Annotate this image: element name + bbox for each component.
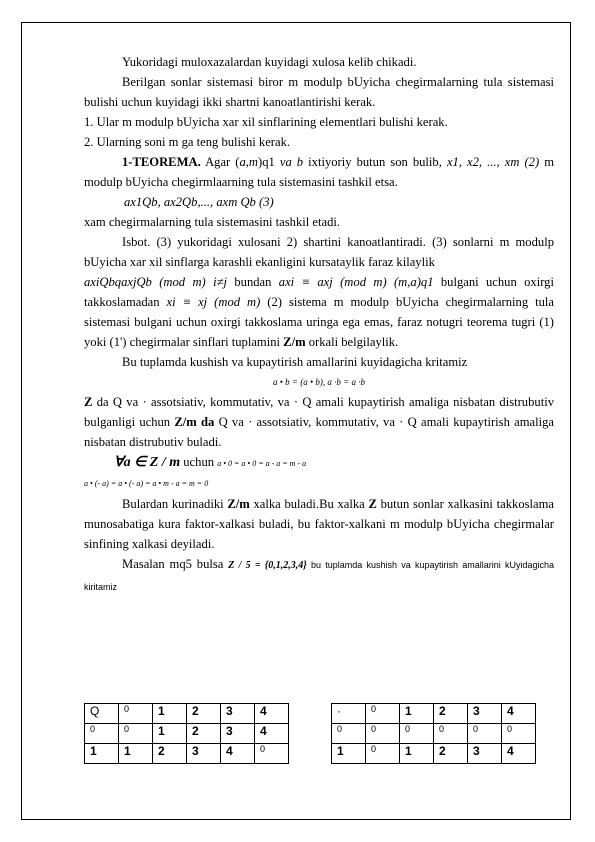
table-cell: 0 [366, 724, 400, 744]
theorem-text: )q1 [258, 155, 280, 169]
example-text: Masalan mq5 bulsa [122, 557, 229, 571]
ring-text: butun sonlar xalkasini takkoslama munosabatiga kura faktor-xalkasi buladi, bu faktor-xalkani m modulp bUyicha chegirmalar sinfining xalkasi deyiladi. [84, 497, 554, 551]
condition-2: 2. Ularning soni m ga teng bulishi kerak. [84, 135, 291, 149]
table-cell: 0 [366, 744, 400, 764]
theorem-text: Agar ( [200, 155, 240, 169]
proof-text: orkali belgilaylik. [305, 335, 399, 349]
properties-text: Q va · assotsiativ, kommutativ, va · Q amali kupaytirish amaliga nisbatan distrubutiv buladi. [84, 415, 554, 449]
proof-text: bundan [227, 275, 279, 289]
table-row [85, 724, 289, 744]
table-header-row [332, 704, 536, 724]
proof-zm: Z/m [283, 335, 306, 349]
document-body [84, 52, 554, 597]
forall-identity: a • 0 = a • 0 = a - a = m - a [217, 459, 307, 468]
table-cell: 0 [468, 724, 502, 744]
example-tail: bu tuplamda kushish va kupaytirish amallarini kUyidagicha kiritamiz [84, 560, 554, 592]
table-cell: · [332, 704, 366, 724]
paragraph-example [84, 554, 554, 597]
table-cell: 2 [187, 724, 221, 744]
paragraph-properties [84, 392, 554, 452]
table-cell: 0 [85, 724, 119, 744]
example-set: Z / 5 = {0,1,2,3,4} [228, 560, 307, 571]
ring-z: Z [368, 497, 377, 511]
paragraph-result: xam chegirmalarning tula sistemasini tashkil etadi. [84, 215, 341, 229]
table-header-row [85, 704, 289, 724]
paragraph-conditions: Berilgan sonlar sistemasi biror m modulp bUyicha chegirmalarning tula sistemasi bulishi uchun kuyidagi ikki shartni kanoatlantirishi kerak. [84, 75, 554, 109]
multiplication-table [331, 703, 536, 764]
theorem-text: m modulp bUyicha chegirmlaarning tula sistemasini tashkil etsa. [84, 155, 554, 189]
table-cell: 3 [187, 744, 221, 764]
table-cell: 4 [255, 704, 289, 724]
table-cell: 4 [502, 744, 536, 764]
table-cell: 1 [400, 704, 434, 724]
table-cell: Q [85, 704, 119, 724]
table-cell: 3 [221, 704, 255, 724]
forall-formula: ∀a ∈ Z / m [114, 455, 181, 470]
proof-formula: axiQbqaxjQb (mod m) i≠j [84, 275, 227, 289]
theorem-am: a,m [239, 155, 259, 169]
condition-1: 1. Ular m modulp bUyicha xar xil sinflarining elementlari bulishi kerak. [84, 115, 448, 129]
proof-text: bulgani uchun oxirgi takkoslamadan [84, 275, 554, 309]
proof-formula: axi ≡ axj (mod m) (m,a)q1 [278, 275, 434, 289]
ring-text: xalka buladi.Bu xalka [249, 497, 369, 511]
table-cell: 0 [502, 724, 536, 744]
formula-inverse: a • (- a) = a • (- a) = a • m - a = m = 0 [84, 479, 209, 488]
proof-text: (2) sistema m modulp bUyicha chegirmalarning tula sistemasi bulgani uchun oxirgi takkoslama uringa ega emas, faraz notugri teorema tugri (1) yoki (1') chegirmalar sinflari tuplamini [84, 295, 554, 349]
paragraph-operations: Bu tuplamda kushish va kupaytirish amallarini kuyidagicha kritamiz [122, 355, 468, 369]
ring-text: Bulardan kurinadiki [122, 497, 228, 511]
table-cell: 0 [255, 744, 289, 764]
ring-zm: Z/m [227, 497, 250, 511]
theorem-vab: va b [279, 155, 304, 169]
table-cell: 1 [153, 724, 187, 744]
table-row [332, 744, 536, 764]
theorem-label: 1-TEOREMA. [122, 155, 201, 169]
table-cell: 3 [468, 704, 502, 724]
forall-uchun: uchun [180, 455, 218, 469]
properties-text: da Q va · assotsiativ, kommutativ, va · Q amali kupaytirish amaliga nisbatan distrubutiv bulganligi uchun [84, 395, 554, 429]
set-zm-da: Z/m da [174, 415, 215, 429]
theorem-text: ixtiyoriy butun son bulib, [303, 155, 447, 169]
table-cell: 0 [119, 724, 153, 744]
table-cell: 3 [468, 744, 502, 764]
set-z: Z [84, 395, 93, 409]
table-cell: 4 [502, 704, 536, 724]
proof-paragraph: Isbot. (3) yukoridagi xulosani 2) shartini kanoatlantiradi. (3) sonlarni m modulp bUyicha xar xil sinflarga karashli ekanligini kursataylik faraz kilaylik [84, 235, 554, 269]
theorem-system-2: x1, x2, ..., xm (2) [446, 155, 540, 169]
paragraph-ring [84, 494, 554, 554]
forall-line [84, 452, 554, 474]
table-cell: 1 [119, 744, 153, 764]
table-cell: 2 [434, 704, 468, 724]
table-cell: 3 [221, 724, 255, 744]
addition-table [84, 703, 289, 764]
table-cell: 1 [153, 704, 187, 724]
table-cell: 2 [187, 704, 221, 724]
table-row [85, 744, 289, 764]
table-cell: 1 [332, 744, 366, 764]
table-row [332, 724, 536, 744]
formula-operations: a • b = (a • b), a ·b = a ·b [273, 377, 365, 387]
proof-continuation [84, 272, 554, 352]
proof-formula: xi ≡ xj (mod m) [166, 295, 261, 309]
theorem-paragraph [84, 152, 554, 192]
table-cell: 2 [153, 744, 187, 764]
formula-3: ax1Qb, ax2Qb,..., axm Qb (3) [124, 195, 274, 209]
table-cell: 0 [332, 724, 366, 744]
table-cell: 2 [434, 744, 468, 764]
table-cell: 0 [400, 724, 434, 744]
table-cell: 1 [400, 744, 434, 764]
paragraph-conclusion: Yukoridagi muloxazalardan kuyidagi xulosa kelib chikadi. [122, 55, 417, 69]
table-cell: 0 [366, 704, 400, 724]
table-cell: 0 [119, 704, 153, 724]
table-cell: 0 [434, 724, 468, 744]
table-cell: 4 [221, 744, 255, 764]
table-cell: 4 [255, 724, 289, 744]
table-cell: 1 [85, 744, 119, 764]
